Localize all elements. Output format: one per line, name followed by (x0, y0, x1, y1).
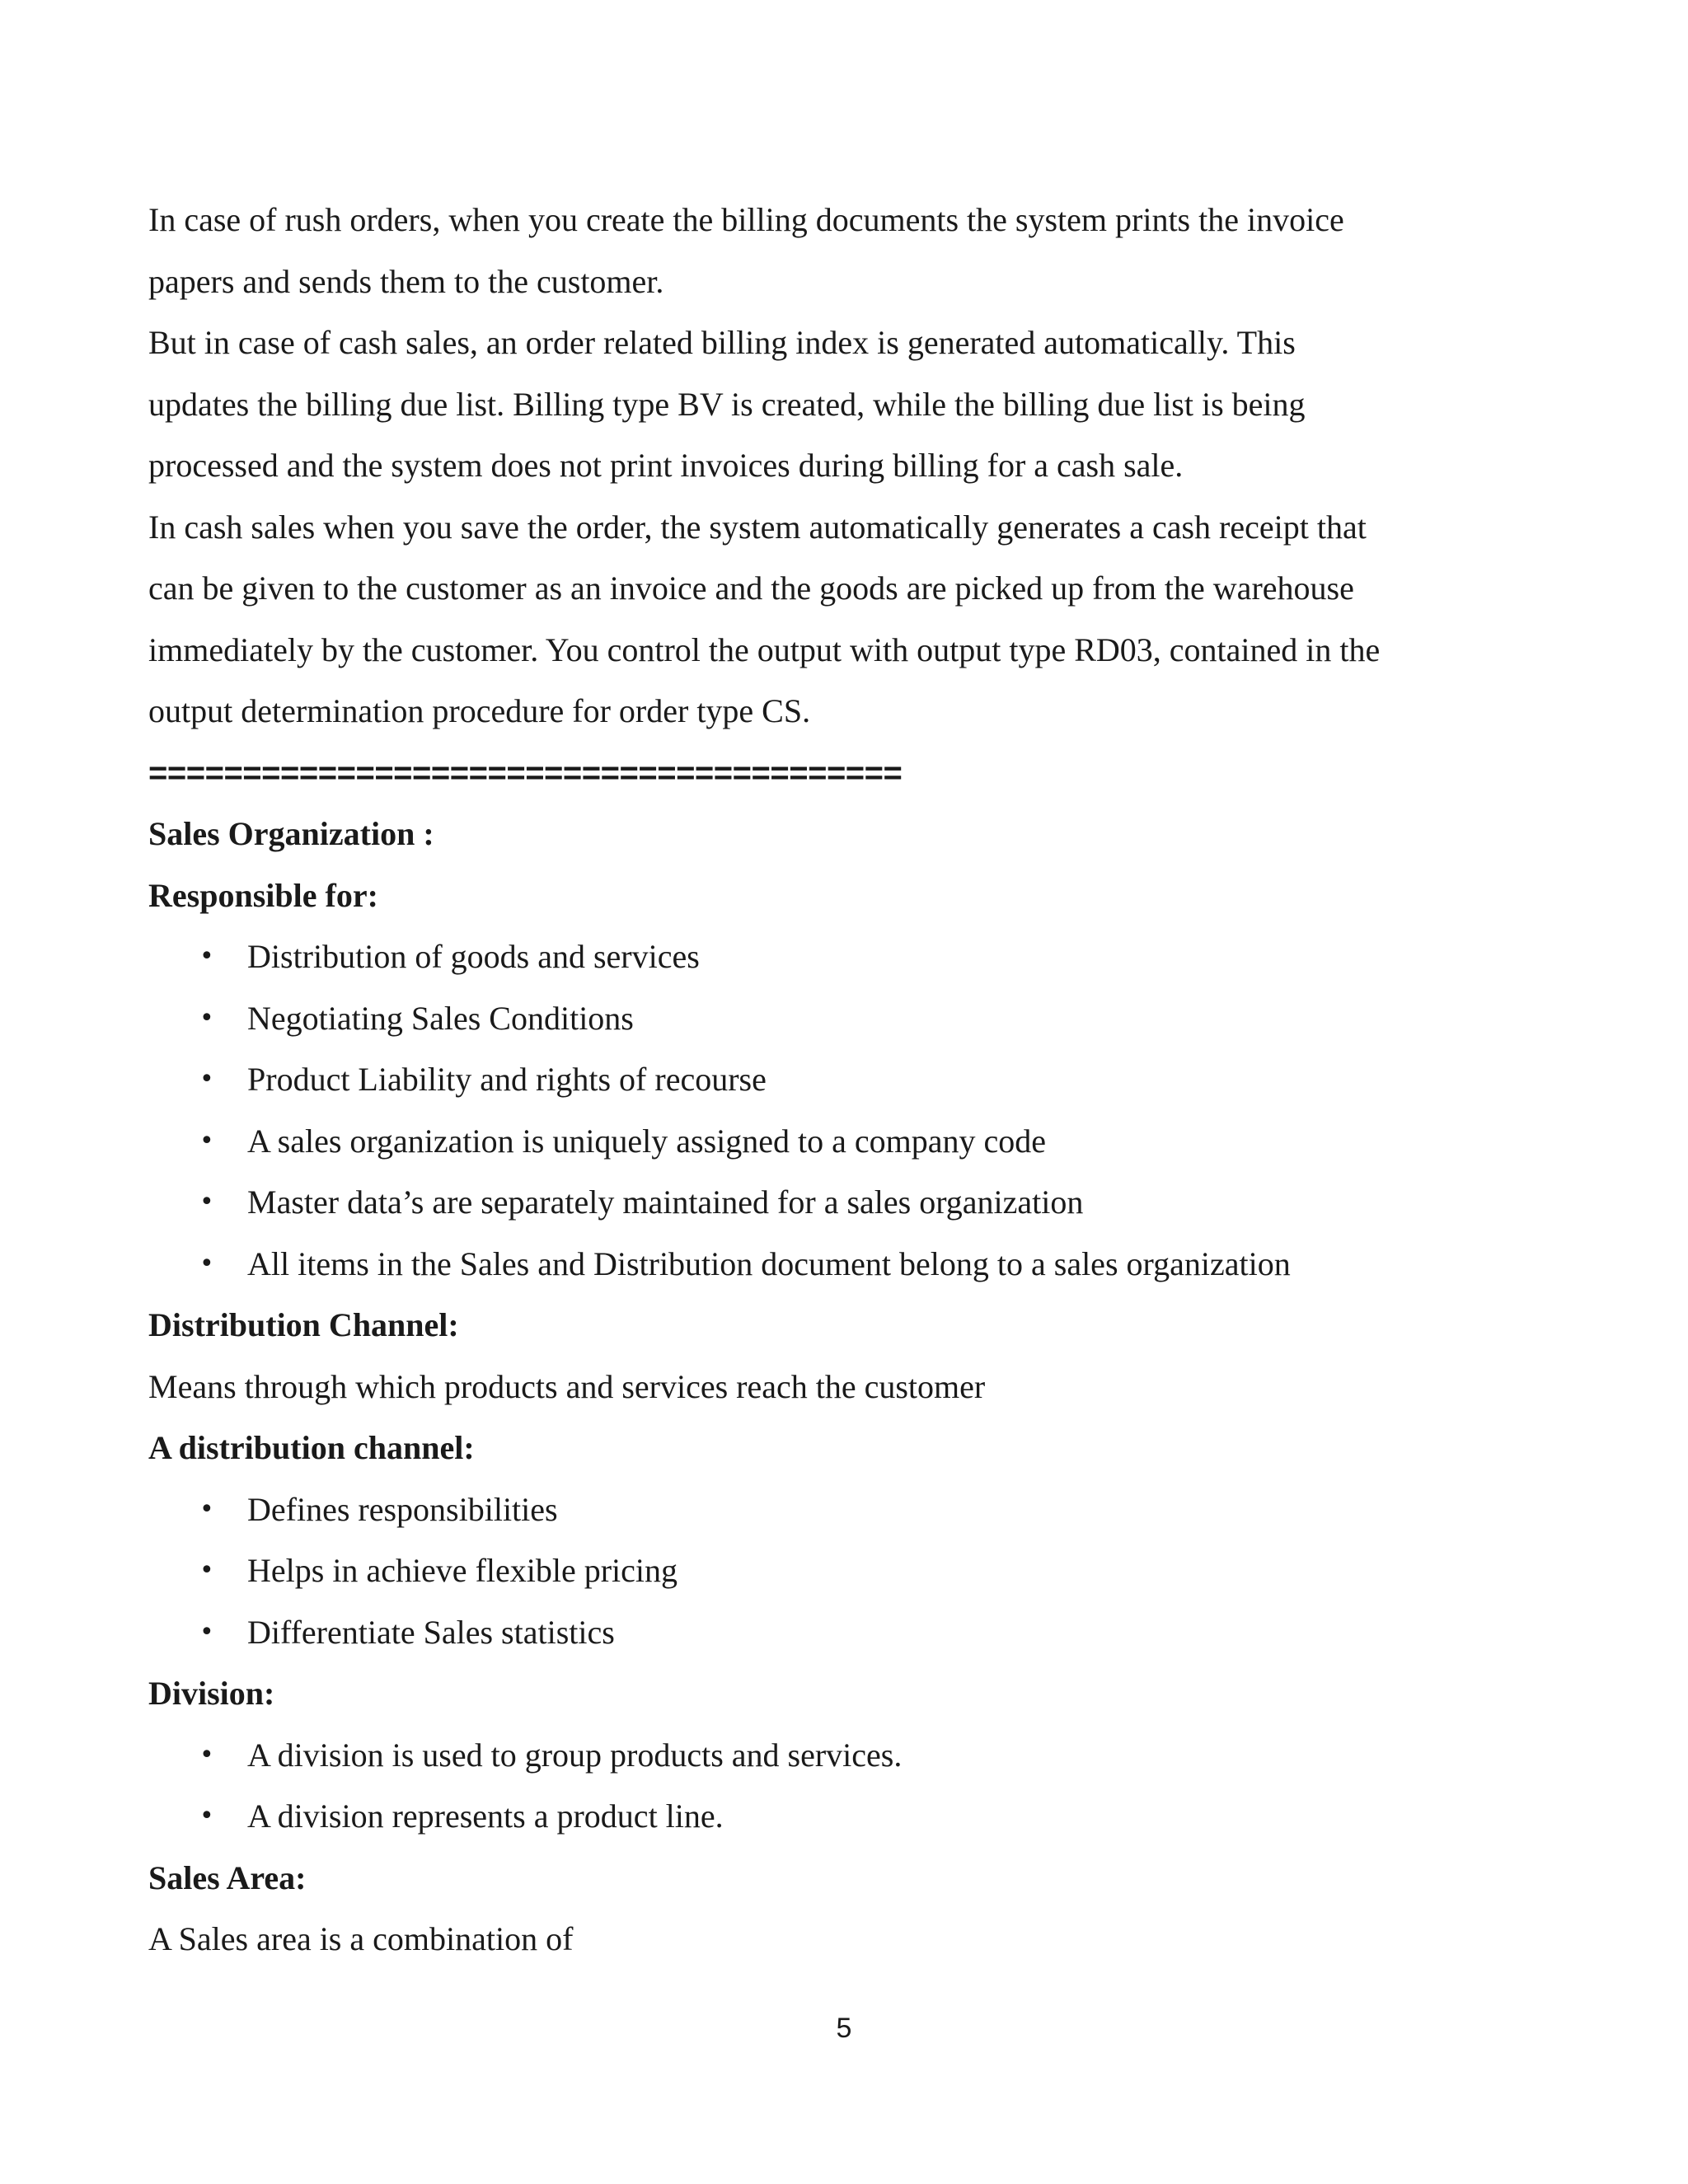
bullet-icon: • (199, 1740, 214, 1769)
bullet-icon: • (199, 1556, 214, 1585)
intro-line: But in case of cash sales, an order related billing index is generated automatically. This (148, 324, 1296, 361)
list-item (148, 1111, 1550, 1173)
list-item (148, 1234, 1550, 1296)
bullet-icon: • (199, 1494, 214, 1524)
bullet-icon: • (199, 1617, 214, 1647)
intro-line: papers and sends them to the customer. (148, 262, 664, 300)
bullet-icon: • (199, 1802, 214, 1830)
bullet-icon: • (199, 1126, 214, 1155)
list-item (148, 1725, 1550, 1787)
distribution-channel-subheading: A distribution channel: (148, 1429, 475, 1466)
bullet-icon: • (199, 1249, 214, 1278)
bullet-icon: • (199, 1065, 214, 1094)
list-item-text: Product Liability and rights of recourse (247, 1061, 767, 1098)
intro-line: immediately by the customer. You control the output with output type RD03, contained in the (148, 630, 1381, 668)
intro-line: updates the billing due list. Billing type BV is created, while the billing due list is being (148, 385, 1306, 423)
page-number: 5 (836, 2013, 852, 2044)
division-section (148, 1663, 1550, 1848)
intro-paragraphs (148, 190, 1550, 743)
bullet-icon: • (199, 942, 214, 971)
sales-organization-heading: Sales Organization : (148, 815, 434, 852)
separator-line: ======================================== (148, 754, 903, 791)
division-list (148, 1725, 1550, 1848)
list-item-text: A sales organization is uniquely assigned to a company code (247, 1122, 1047, 1160)
list-item (148, 1786, 1550, 1848)
list-item-text: A division is used to group products and services. (247, 1736, 903, 1774)
list-item (148, 926, 1550, 988)
distribution-channel-section (148, 1295, 1550, 1663)
list-item (148, 1540, 1550, 1602)
intro-line: processed and the system does not print invoices during billing for a cash sale. (148, 447, 1184, 484)
sales-area-heading: Sales Area: (148, 1858, 307, 1896)
list-item-text: A division represents a product line. (247, 1797, 724, 1835)
list-item-text: Master data’s are separately maintained for a sales organization (247, 1183, 1084, 1221)
sales-organization-list (148, 926, 1550, 1295)
sales-organization-section (148, 804, 1550, 1295)
list-item (148, 1602, 1550, 1664)
sales-area-description: A Sales area is a combination of (148, 1920, 574, 1957)
list-item-text: Helps in achieve flexible pricing (247, 1552, 678, 1589)
division-heading: Division: (148, 1675, 275, 1712)
list-item (148, 1172, 1550, 1234)
list-item-text: Defines responsibilities (247, 1490, 558, 1528)
document-page (148, 190, 1550, 1971)
list-item (148, 1479, 1550, 1541)
intro-line: In case of rush orders, when you create the billing documents the system prints the invoice (148, 201, 1344, 238)
distribution-channel-heading: Distribution Channel: (148, 1306, 459, 1343)
list-item-text: Differentiate Sales statistics (247, 1613, 615, 1651)
bullet-icon: • (199, 1003, 214, 1033)
bullet-icon: • (199, 1188, 214, 1216)
intro-line: output determination procedure for order type CS. (148, 692, 811, 729)
list-item (148, 988, 1550, 1050)
list-item-text: Distribution of goods and services (247, 938, 700, 975)
list-item (148, 1049, 1550, 1111)
intro-line: can be given to the customer as an invoice and the goods are picked up from the warehouse (148, 569, 1354, 607)
list-item-text: All items in the Sales and Distribution document belong to a sales organization (247, 1244, 1291, 1282)
responsible-for-subheading: Responsible for: (148, 876, 378, 914)
list-item-text: Negotiating Sales Conditions (247, 999, 634, 1037)
distribution-channel-list (148, 1479, 1550, 1664)
intro-line: In cash sales when you save the order, the system automatically generates a cash receipt that (148, 508, 1367, 546)
distribution-channel-description: Means through which products and services reach the customer (148, 1367, 986, 1405)
sales-area-section (148, 1848, 1550, 1971)
